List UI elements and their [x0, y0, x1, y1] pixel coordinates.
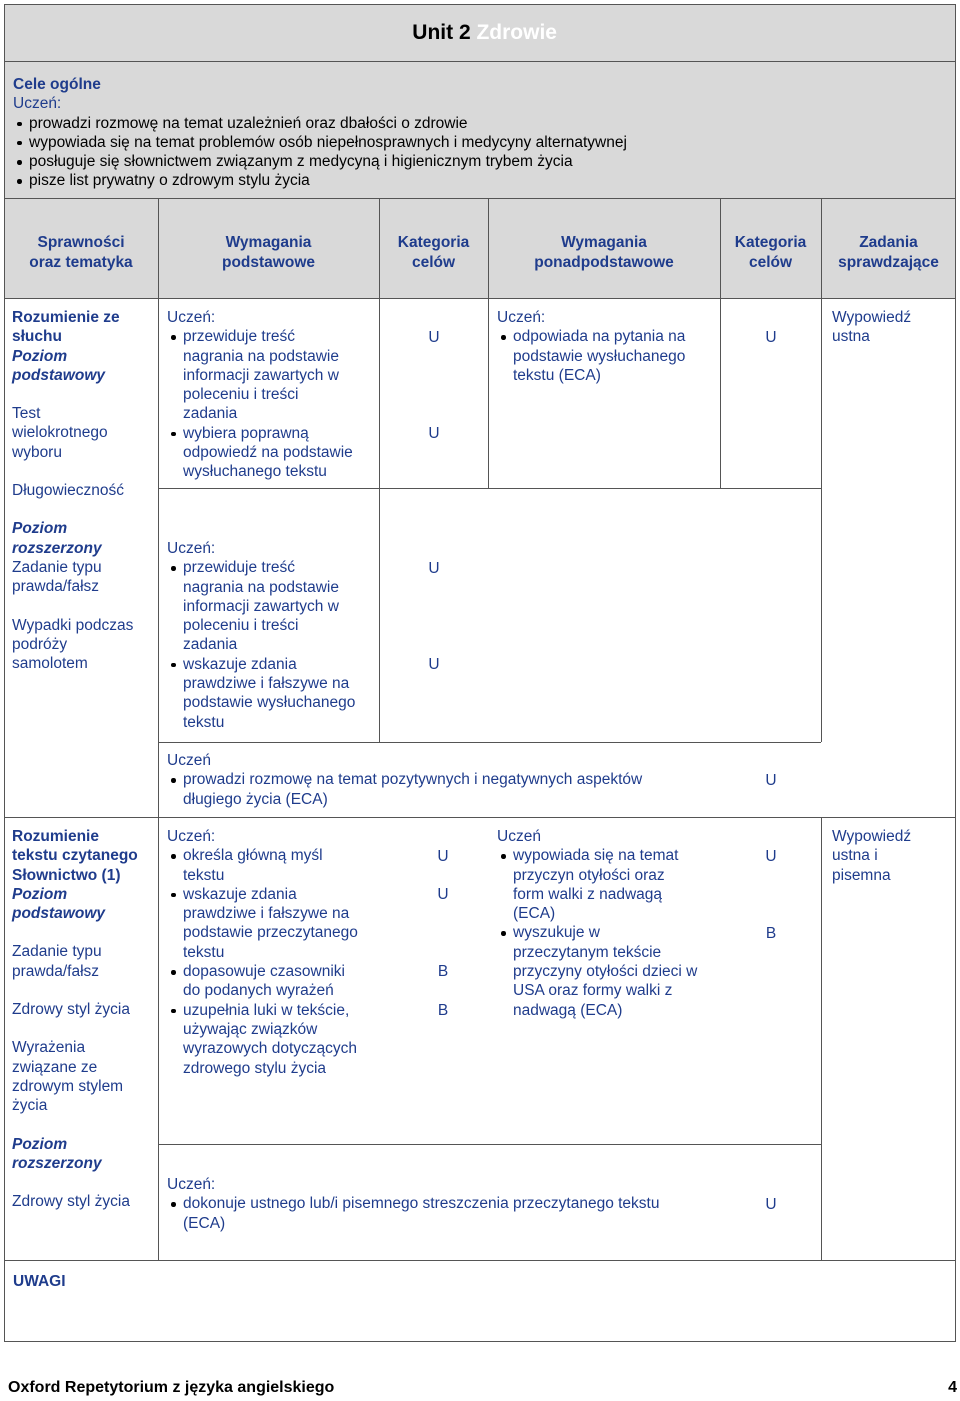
header-category2-line2: celów [748, 254, 793, 271]
header-goal-category-1 [379, 233, 488, 273]
goal-category: B [437, 963, 449, 980]
goal-category: U [428, 329, 440, 346]
requirement-item [183, 770, 717, 809]
goal-category: U [437, 886, 449, 903]
goals-learner: Uczeń: [13, 95, 62, 113]
topic-line1: Wyrażenia [12, 1039, 86, 1057]
requirement-item [513, 327, 717, 385]
req-line: wypowiada się na temat [513, 847, 679, 865]
requirement-item [183, 962, 382, 1001]
basic-requirements-cell [167, 308, 377, 482]
goal-category: B [765, 925, 777, 942]
task-type-line1: Test [12, 405, 41, 423]
unit-title-bar [4, 4, 956, 62]
topic-line3: samolotem [12, 655, 88, 673]
req-line: długiego życia (ECA) [183, 790, 328, 808]
req-line: przeczytanym tekście [513, 943, 662, 961]
requirement-item [183, 424, 377, 482]
goal-category: B [437, 1002, 449, 1019]
header-category2-line1: Kategoria [734, 234, 807, 251]
goal-item: wypowiada się na temat problemów osób niepełnosprawnych i medycyny alternatywnej [29, 133, 943, 152]
unit-prefix: Unit 2 [412, 21, 471, 44]
learner-label: Uczeń: [167, 828, 216, 845]
req-line: określa główną myśl [183, 847, 323, 865]
req-line: (ECA) [513, 905, 556, 923]
level-label: Poziom [12, 1135, 68, 1153]
req-line: zadania [183, 636, 238, 654]
header-skills-line2: oraz tematyka [29, 254, 133, 271]
req-line: (ECA) [183, 1214, 226, 1232]
level-label: Poziom [12, 520, 68, 538]
requirement-item [183, 846, 382, 885]
req-line: zadania [183, 405, 238, 423]
topic-label: Zdrowy styl życia [12, 1001, 130, 1019]
goal-category: U [765, 772, 777, 789]
notes-heading: UWAGI [13, 1273, 66, 1290]
req-line: przewiduje treść [183, 328, 295, 346]
goal-category: U [428, 425, 440, 442]
topic-label: Długowieczność [12, 482, 124, 500]
advanced-requirements-cell [497, 827, 722, 1020]
header-skills [4, 233, 158, 273]
req-line: podstawie wysłuchanego [513, 347, 686, 365]
req-line: informacji zawartych w [183, 597, 339, 615]
reading-skill-cell [12, 827, 154, 1211]
header-basic-line1: Wymagania [225, 234, 312, 251]
req-line: tekstu [183, 866, 225, 884]
task-type-line3: wyboru [12, 443, 62, 461]
check-line2: ustna i [832, 847, 878, 865]
footer-page-number: 4 [948, 1379, 957, 1396]
advanced-requirements-cell [497, 308, 717, 385]
level-value: podstawowy [12, 366, 106, 384]
task-type-line2: prawda/fałsz [12, 962, 100, 980]
req-line: przyczyn otyłości oraz [513, 866, 665, 884]
requirement-item [183, 1194, 727, 1233]
goal-item: posługuje się słownictwem związanym z medycyną i higienicznym trybem życia [29, 152, 943, 171]
req-line: odpowiada na pytania na [513, 328, 686, 346]
header-category1-line1: Kategoria [397, 234, 470, 251]
req-line: odpowiedź na podstawie [183, 444, 353, 462]
req-line: zdrowego stylu życia [183, 1059, 327, 1077]
learner-label: Uczeń: [497, 309, 546, 326]
check-line1: Wypowiedź [832, 309, 912, 326]
skill-title-line2: słuchu [12, 328, 62, 346]
req-line: dopasowuje czasowniki [183, 963, 345, 981]
requirement-item [183, 1001, 382, 1078]
topic-label: Zdrowy styl życia [12, 1193, 130, 1211]
header-check-tasks [821, 233, 956, 273]
req-line: form walki z nadwagą [513, 885, 663, 903]
check-tasks-cell [832, 308, 952, 347]
extended-requirements-cell [167, 751, 717, 809]
goal-item: prowadzi rozmowę na temat uzależnień oraz dbałości o zdrowie [29, 114, 943, 133]
check-line2: ustna [832, 328, 870, 346]
requirement-item [513, 923, 722, 1019]
req-line: informacji zawartych w [183, 366, 339, 384]
check-line3: pisemna [832, 866, 891, 884]
level-label: Poziom [12, 347, 68, 365]
requirement-item [183, 655, 377, 732]
topic-line4: życia [12, 1097, 48, 1115]
req-line: do podanych wyrażeń [183, 982, 334, 1000]
req-line: wybiera poprawną [183, 424, 309, 442]
goal-category: U [428, 656, 440, 673]
lesson-plan-table [4, 4, 956, 1342]
listening-skill-cell [12, 308, 154, 673]
general-goals [4, 61, 956, 199]
header-check-line1: Zadania [859, 234, 918, 251]
req-line: tekstu [183, 713, 225, 731]
req-line: dokonuje ustnego lub/i pisemnego streszczenia przeczytanego tekstu [183, 1195, 660, 1213]
basic-requirements-cell [167, 827, 382, 1078]
check-tasks-cell [832, 827, 952, 885]
learner-label: Uczeń: [167, 540, 216, 557]
req-line: USA oraz formy walki z [513, 982, 673, 1000]
req-line: podstawie wysłuchanego [183, 694, 356, 712]
requirement-item [183, 885, 382, 962]
level-label: Poziom [12, 885, 68, 903]
req-line: wysłuchanego tekstu [183, 463, 327, 481]
topic-line2: związane ze [12, 1058, 98, 1076]
header-basic-requirements [158, 233, 379, 273]
req-line: poleceniu i treści [183, 617, 299, 635]
req-line: nagrania na podstawie [183, 578, 339, 596]
req-line: nadwagą (ECA) [513, 1001, 623, 1019]
requirement-item [183, 327, 377, 423]
task-type-line2: prawda/fałsz [12, 578, 100, 596]
learner-label: Uczeń: [167, 309, 216, 326]
goal-item: pisze list prywatny o zdrowym stylu życia [29, 171, 943, 190]
header-advanced-requirements [488, 233, 720, 273]
goal-category: U [765, 848, 777, 865]
notes-section [4, 1260, 956, 1342]
req-line: poleceniu i treści [183, 386, 299, 404]
learner-label: Uczeń [497, 828, 541, 845]
req-line: uzupełnia luki w tekście, [183, 1001, 350, 1019]
header-goal-category-2 [720, 233, 821, 273]
level-value: podstawowy [12, 905, 106, 923]
req-line: przyczyny otyłości dzieci w [513, 963, 698, 981]
task-type-line1: Zadanie typu [12, 558, 102, 576]
req-line: wskazuje zdania [183, 655, 297, 673]
requirement-item [183, 558, 377, 654]
req-line: tekstu [183, 943, 225, 961]
task-type-line2: wielokrotnego [12, 424, 108, 442]
header-basic-line2: podstawowe [221, 254, 315, 271]
req-line: podstawie przeczytanego [183, 924, 358, 942]
goal-category: U [437, 848, 449, 865]
goal-category: U [428, 560, 440, 577]
unit-title [412, 21, 557, 45]
req-line: nagrania na podstawie [183, 347, 339, 365]
topic-line1: Wypadki podczas [12, 616, 134, 634]
req-line: przewiduje treść [183, 559, 295, 577]
req-line: wyrazowych dotyczących [183, 1040, 358, 1058]
level-value: rozszerzony [12, 1154, 102, 1172]
task-type-line1: Zadanie typu [12, 943, 102, 961]
topic-line3: zdrowym stylem [12, 1077, 124, 1095]
skill-title-line1: Rozumienie ze [12, 309, 120, 326]
extended-requirements-cell [167, 1175, 727, 1233]
learner-label: Uczeń: [167, 1176, 216, 1193]
req-line: używając związków [183, 1020, 318, 1038]
header-skills-line1: Sprawności [37, 234, 125, 251]
header-advanced-line2: ponadpodstawowe [534, 254, 674, 271]
goals-list [13, 114, 943, 191]
footer-publication: Oxford Repetytorium z języka angielskiego [8, 1379, 335, 1396]
unit-topic: Zdrowie [476, 21, 557, 44]
goal-category: U [765, 329, 777, 346]
topic-line2: podróży [12, 635, 68, 653]
requirement-item [513, 846, 722, 923]
skill-title-line3: Słownictwo (1) [12, 866, 121, 884]
req-line: prawdziwe i fałszywe na [183, 905, 350, 923]
header-check-line2: sprawdzające [838, 254, 939, 271]
skill-title-line1: Rozumienie [12, 828, 99, 845]
goals-heading: Cele ogólne [13, 76, 101, 93]
goal-category: U [765, 1196, 777, 1213]
header-advanced-line1: Wymagania [561, 234, 647, 251]
level-value: rozszerzony [12, 539, 102, 557]
req-line: wskazuje zdania [183, 885, 297, 903]
basic-requirements-cell [167, 539, 377, 732]
check-line1: Wypowiedź [832, 828, 912, 845]
req-line: prowadzi rozmowę na temat pozytywnych i negatywnych aspektów [183, 771, 643, 789]
req-line: tekstu (ECA) [513, 366, 601, 384]
skill-title-line2: tekstu czytanego [12, 847, 138, 865]
learner-label: Uczeń [167, 752, 211, 769]
req-line: wyszukuje w [513, 924, 600, 942]
req-line: prawdziwe i fałszywe na [183, 675, 350, 693]
header-category1-line2: celów [411, 254, 456, 271]
